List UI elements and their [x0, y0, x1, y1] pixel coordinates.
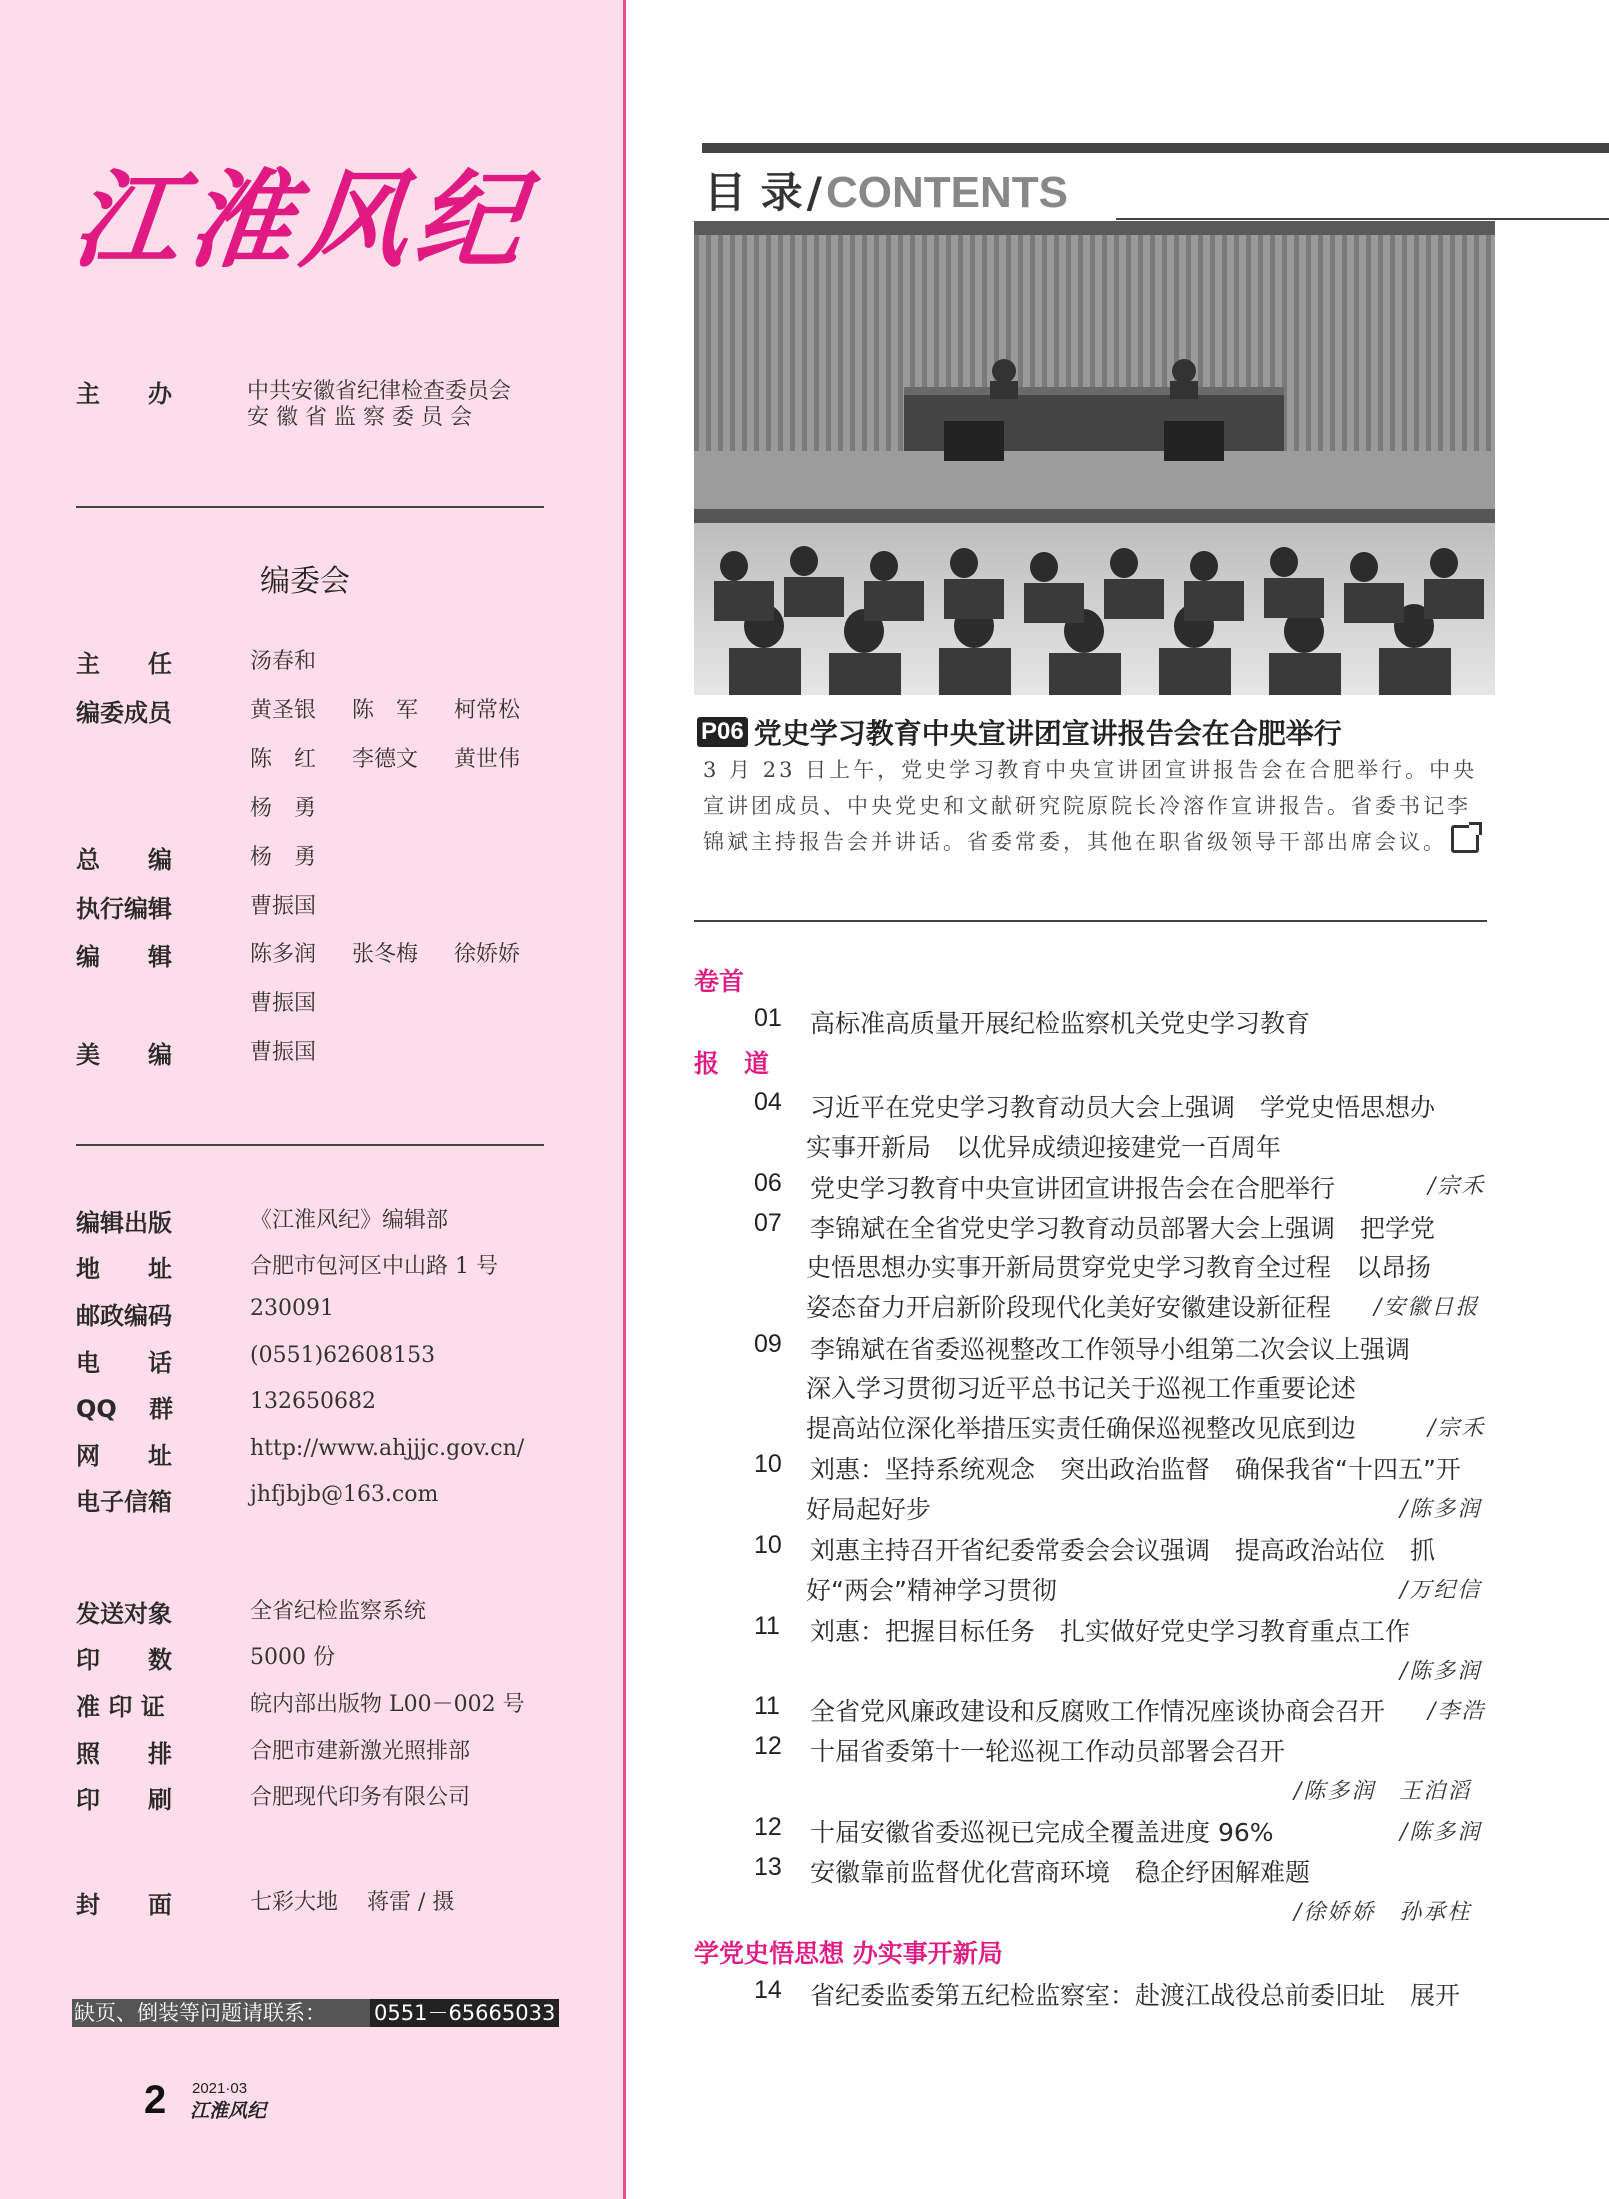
header-underline [1116, 218, 1609, 220]
issue-date: 2021·03 [192, 2080, 248, 2097]
toc-item-title[interactable]: 十届省委第十一轮巡视工作动员部署会召开 [810, 1737, 1286, 1766]
toc-page-number: 10 [754, 1450, 782, 1478]
board-name: 陈多润 [250, 942, 317, 967]
toc-item-title[interactable]: 姿态奋力开启新阶段现代化美好安徽建设新征程 [806, 1293, 1332, 1322]
toc-item-title[interactable]: 全省党风廉政建设和反腐败工作情况座谈协商会召开 [810, 1697, 1386, 1726]
toc-item-title[interactable]: 史悟思想办实事开新局贯穿党史学习教育全过程 以昂扬 [806, 1253, 1432, 1282]
publisher-value: 《江淮风纪》编辑部 [250, 1208, 449, 1233]
postcode-value: 230091 [250, 1296, 334, 1321]
toc-item-title[interactable]: 提高站位深化举措压实责任确保巡视整改见底到边 [806, 1414, 1357, 1443]
phone-value: (0551)62608153 [250, 1343, 436, 1368]
email-label: 电子信箱 [76, 1488, 172, 1516]
page-number: 2 [144, 2078, 167, 2122]
contents-header [704, 160, 1068, 220]
contents-title-en: CONTENTS [825, 168, 1068, 217]
conference-hall-image [694, 221, 1495, 695]
sponsor-line-1: 中共安徽省纪律检查委员会 [247, 379, 512, 404]
toc-item-title[interactable]: 好“两会”精神学习贯彻 [806, 1576, 1057, 1605]
cover-credit: 七彩大地 蒋雷 / 摄 [250, 1890, 455, 1915]
board-name: 曹振国 [250, 1040, 317, 1065]
feature-summary [703, 752, 1495, 860]
board-label: 编委成员 [76, 699, 172, 727]
toc-page-number: 12 [754, 1813, 782, 1841]
sponsor-line-2: 安 徽 省 监 察 委 员 会 [247, 405, 472, 430]
board-name: 陈 红 [250, 747, 317, 772]
board-name: 陈 军 [352, 698, 419, 723]
toc-page-number: 09 [754, 1330, 782, 1358]
board-label: 执行编辑 [76, 895, 172, 923]
board-label: 总 编 [76, 846, 172, 874]
typesetting-value: 合肥市建新激光照排部 [250, 1739, 471, 1764]
section-baodao: 报 道 [694, 1049, 770, 1078]
board-name: 曹振国 [250, 991, 317, 1016]
feature-heading[interactable] [697, 712, 1342, 752]
toc-item-title[interactable]: 刘惠：坚持系统观念 突出政治监督 确保我省“十四五”开 [810, 1455, 1461, 1484]
toc-item-title[interactable]: 刘惠：把握目标任务 扎实做好党史学习教育重点工作 [810, 1617, 1411, 1646]
contents-title-cn: 目 录 [704, 168, 803, 217]
board-name: 黄圣银 [250, 698, 317, 723]
board-name: 杨 勇 [250, 796, 317, 821]
toc-author: /陈多润 [1400, 1497, 1482, 1522]
website-label: 网 址 [76, 1442, 172, 1470]
toc-item-title[interactable]: 深入学习贯彻习近平总书记关于巡视工作重要论述 [806, 1374, 1357, 1403]
feature-title: 党史学习教育中央宣讲团宣讲报告会在合肥举行 [753, 717, 1342, 750]
qq-label: QQ 群 [76, 1395, 174, 1423]
toc-page-number: 04 [754, 1088, 782, 1116]
print-run-value: 5000 份 [250, 1645, 335, 1670]
distribution-label: 发送对象 [76, 1600, 172, 1628]
board-label: 编 辑 [76, 943, 172, 971]
toc-item-title[interactable]: 好局起好步 [806, 1495, 932, 1524]
toc-page-number: 13 [754, 1853, 782, 1881]
section-xuedangshi: 学党史悟思想 办实事开新局 [694, 1939, 1003, 1968]
toc-author: /陈多润 [1400, 1659, 1482, 1684]
board-name: 李德文 [352, 747, 419, 772]
board-heading: 编委会 [260, 564, 350, 599]
board-name: 杨 勇 [250, 845, 317, 870]
toc-item-title[interactable]: 高标准高质量开展纪检监察机关党史学习教育 [810, 1009, 1311, 1038]
board-name: 黄世伟 [454, 747, 521, 772]
toc-author: /李浩 [1428, 1699, 1486, 1724]
toc-item-title[interactable]: 十届安徽省委巡视已完成全覆盖进度 96% [810, 1818, 1274, 1847]
masthead-panel [0, 0, 623, 2199]
notice-text: 缺页、倒装等问题请联系： [74, 2001, 326, 2025]
feature-photo[interactable] [694, 221, 1495, 695]
contact-notice [72, 1999, 556, 2027]
sponsor-label: 主 办 [76, 380, 172, 408]
divider [76, 506, 544, 508]
cover-label: 封 面 [76, 1891, 172, 1919]
board-name: 曹振国 [250, 894, 317, 919]
footer-magazine-name: 江淮风纪 [190, 2100, 267, 2122]
toc-item-title[interactable]: 李锦斌在省委巡视整改工作领导小组第二次会议上强调 [810, 1335, 1411, 1364]
phone-label: 电 话 [76, 1349, 172, 1377]
feature-summary-line: 锦斌主持报告会并讲话。省委常委，其他在职省级领导干部出席会议。 [703, 830, 1447, 854]
toc-author: /徐娇娇 孙承柱 [1294, 1900, 1472, 1925]
board-label: 主 任 [76, 650, 172, 678]
board-name: 张冬梅 [352, 942, 419, 967]
toc-page-number: 07 [754, 1209, 782, 1237]
typesetting-label: 照 排 [76, 1740, 172, 1768]
toc-item-title[interactable]: 党史学习教育中央宣讲团宣讲报告会在合肥举行 [810, 1174, 1336, 1203]
external-link-icon[interactable] [1451, 825, 1479, 853]
qq-value: 132650682 [250, 1389, 376, 1414]
toc-page-number: 10 [754, 1531, 782, 1559]
divider [694, 920, 1487, 922]
toc-item-title[interactable]: 刘惠主持召开省纪委常委会会议强调 提高政治站位 抓 [810, 1536, 1436, 1565]
printer-value: 合肥现代印务有限公司 [250, 1785, 471, 1810]
address-label: 地 址 [76, 1255, 172, 1283]
divider [76, 1144, 544, 1146]
toc-item-title[interactable]: 李锦斌在全省党史学习教育动员部署大会上强调 把学党 [810, 1214, 1436, 1243]
toc-item-title[interactable]: 安徽靠前监督优化营商环境 稳企纾困解难题 [810, 1858, 1311, 1887]
toc-item-title[interactable]: 省纪委监委第五纪检监察室：赴渡江战役总前委旧址 展开 [810, 1981, 1461, 2010]
email-link[interactable]: jhfjbjb@163.com [250, 1482, 439, 1507]
toc-author: /陈多润 王泊滔 [1294, 1779, 1472, 1804]
toc-page-number: 12 [754, 1732, 782, 1760]
toc-author: /宗禾 [1428, 1174, 1486, 1199]
toc-page-number: 06 [754, 1169, 782, 1197]
toc-author: /宗禾 [1428, 1416, 1486, 1441]
print-run-label: 印 数 [76, 1646, 172, 1674]
contents-title-slash: / [806, 168, 822, 217]
toc-page-number: 11 [754, 1692, 780, 1720]
toc-author: /陈多润 [1400, 1820, 1482, 1845]
postcode-label: 邮政编码 [76, 1302, 172, 1330]
website-link[interactable]: http://www.ahjjjc.gov.cn/ [250, 1436, 525, 1461]
notice-phone: 0551－65665033 [370, 1999, 559, 2027]
panel-divider [623, 0, 626, 2199]
permit-value: 皖内部出版物 L00－002 号 [250, 1692, 525, 1717]
board-name: 汤春和 [250, 649, 317, 674]
header-rule [702, 143, 1609, 153]
toc-author: /万纪信 [1400, 1578, 1482, 1603]
section-juanshou: 卷首 [694, 967, 745, 996]
printer-label: 印 刷 [76, 1786, 172, 1814]
toc-item-title[interactable]: 习近平在党史学习教育动员大会上强调 学党史悟思想办 [810, 1093, 1436, 1122]
permit-label: 准 印 证 [76, 1693, 165, 1721]
feature-page-badge: P06 [697, 717, 748, 747]
toc-page-number: 11 [754, 1612, 780, 1640]
feature-summary-line: 3 月 23 日上午，党史学习教育中央宣讲团宣讲报告会在合肥举行。中央 [703, 758, 1478, 782]
board-name: 徐娇娇 [454, 942, 521, 967]
board-name: 柯常松 [454, 698, 521, 723]
magazine-logo: 江淮风纪 [67, 157, 537, 282]
toc-author: /安徽日报 [1374, 1295, 1480, 1320]
feature-summary-line: 宣讲团成员、中央党史和文献研究院原院长冷溶作宣讲报告。省委书记李 [703, 794, 1471, 818]
distribution-value: 全省纪检监察系统 [250, 1599, 427, 1624]
board-label: 美 编 [76, 1041, 172, 1069]
address-value: 合肥市包河区中山路 1 号 [250, 1254, 498, 1279]
publisher-label: 编辑出版 [76, 1209, 172, 1237]
toc-page-number: 14 [754, 1976, 782, 2004]
toc-item-title[interactable]: 实事开新局 以优异成绩迎接建党一百周年 [806, 1133, 1282, 1162]
toc-page-number: 01 [754, 1004, 782, 1032]
